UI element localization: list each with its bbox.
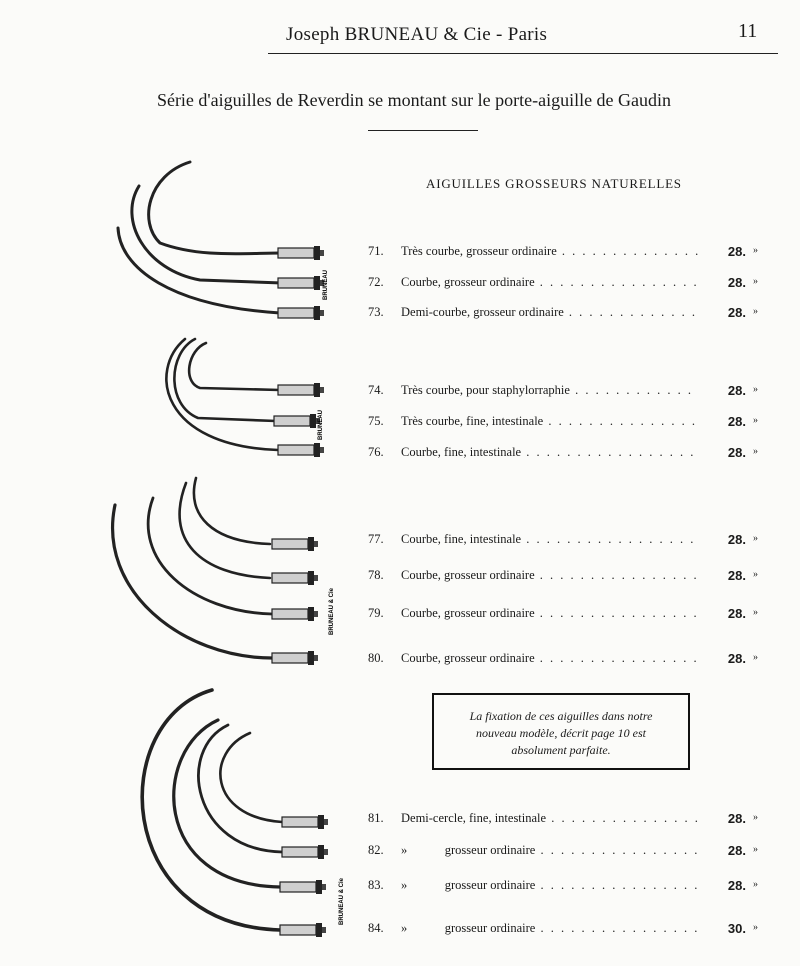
list-item [368,275,758,293]
list-item [368,843,758,861]
item-price: 28. [727,878,746,893]
item-price: 28. [727,414,746,429]
item-number: 79. [368,606,384,620]
list-item [368,532,758,550]
item-price: 28. [727,244,746,259]
item-price-mark: » [753,879,758,890]
item-price-mark: » [753,446,758,457]
item-number: 75. [368,414,384,428]
item-price: 28. [727,532,746,547]
item-price: 28. [727,275,746,290]
list-item [368,305,758,323]
item-price-mark: » [753,569,758,580]
item-price-mark: » [753,533,758,544]
item-price-mark: » [753,812,758,823]
item-price: 28. [727,305,746,320]
item-price: 28. [727,606,746,621]
item-price-mark: » [753,306,758,317]
series-title: Série d'aiguilles de Reverdin se montant sur le porte-aiguille de Gaudin [156,90,672,110]
list-item [368,244,758,262]
item-number: 84. [368,921,384,935]
item-price-mark: » [753,384,758,395]
item-description: » grosseur ordinaire . . . [401,843,698,858]
item-price: 28. [727,651,746,666]
maker-mark: BRUNEAU & Cie [329,587,335,635]
item-number: 81. [368,811,384,825]
item-number: 77. [368,532,384,546]
item-price-mark: » [753,844,758,855]
header-title: Joseph BRUNEAU & Cie - Paris [286,24,548,45]
note-line: nouveau modèle, décrit page 10 est [476,726,646,740]
section-heading: AIGUILLES GROSSEURS NATURELLES [426,176,682,191]
item-price: 28. [727,843,746,858]
item-description: Courbe, grosseur ordinaire . . . [401,651,698,666]
item-description: Très courbe, fine, intestinale . . . [401,414,698,429]
item-price-mark: » [753,607,758,618]
item-description: Courbe, grosseur ordinaire . . . [401,275,698,290]
maker-mark: BRUNEAU & Cie [339,877,345,925]
item-description: Courbe, grosseur ordinaire . . . [401,568,698,583]
needle-illustration [90,150,350,950]
item-price: 28. [727,811,746,826]
item-number: 73. [368,305,384,319]
item-number: 82. [368,843,384,857]
note-line: La fixation de ces aiguilles dans notre [469,709,653,723]
item-description: Courbe, fine, intestinale . . . [401,445,698,460]
list-item [368,811,758,829]
list-item [368,651,758,669]
item-number: 80. [368,651,384,665]
maker-mark: BRUNEAU [318,410,324,440]
list-item [368,921,758,939]
item-description: » grosseur ordinaire . . . [401,921,698,936]
item-description: Courbe, fine, intestinale . . . [401,532,698,547]
item-price: 30. [727,921,746,936]
item-number: 74. [368,383,384,397]
item-description: Très courbe, pour staphylorraphie . . . [401,383,698,398]
page-number: 11 [738,20,758,42]
item-price-mark: » [753,245,758,256]
list-item [368,383,758,401]
list-item [368,878,758,896]
item-price-mark: » [753,922,758,933]
header-rule [268,53,778,54]
item-number: 71. [368,244,384,258]
list-item [368,606,758,624]
item-description: Demi-cercle, fine, intestinale . . . [401,811,698,826]
item-number: 72. [368,275,384,289]
item-price: 28. [727,445,746,460]
list-item [368,445,758,463]
note-line: absolument parfaite. [511,743,611,757]
list-item [368,414,758,432]
item-number: 76. [368,445,384,459]
item-price-mark: » [753,276,758,287]
item-description: Courbe, grosseur ordinaire . . . [401,606,698,621]
item-description: Très courbe, grosseur ordinaire . . . [401,244,698,259]
item-number: 78. [368,568,384,582]
list-item [368,568,758,586]
maker-mark: BRUNEAU [323,270,329,300]
item-description: » grosseur ordinaire . . . [401,878,698,893]
item-price: 28. [727,383,746,398]
item-price-mark: » [753,652,758,663]
item-price: 28. [727,568,746,583]
item-price-mark: » [753,415,758,426]
title-rule [368,130,478,131]
fixation-note [432,693,690,770]
item-description: Demi-courbe, grosseur ordinaire . . . [401,305,698,320]
item-number: 83. [368,878,384,892]
